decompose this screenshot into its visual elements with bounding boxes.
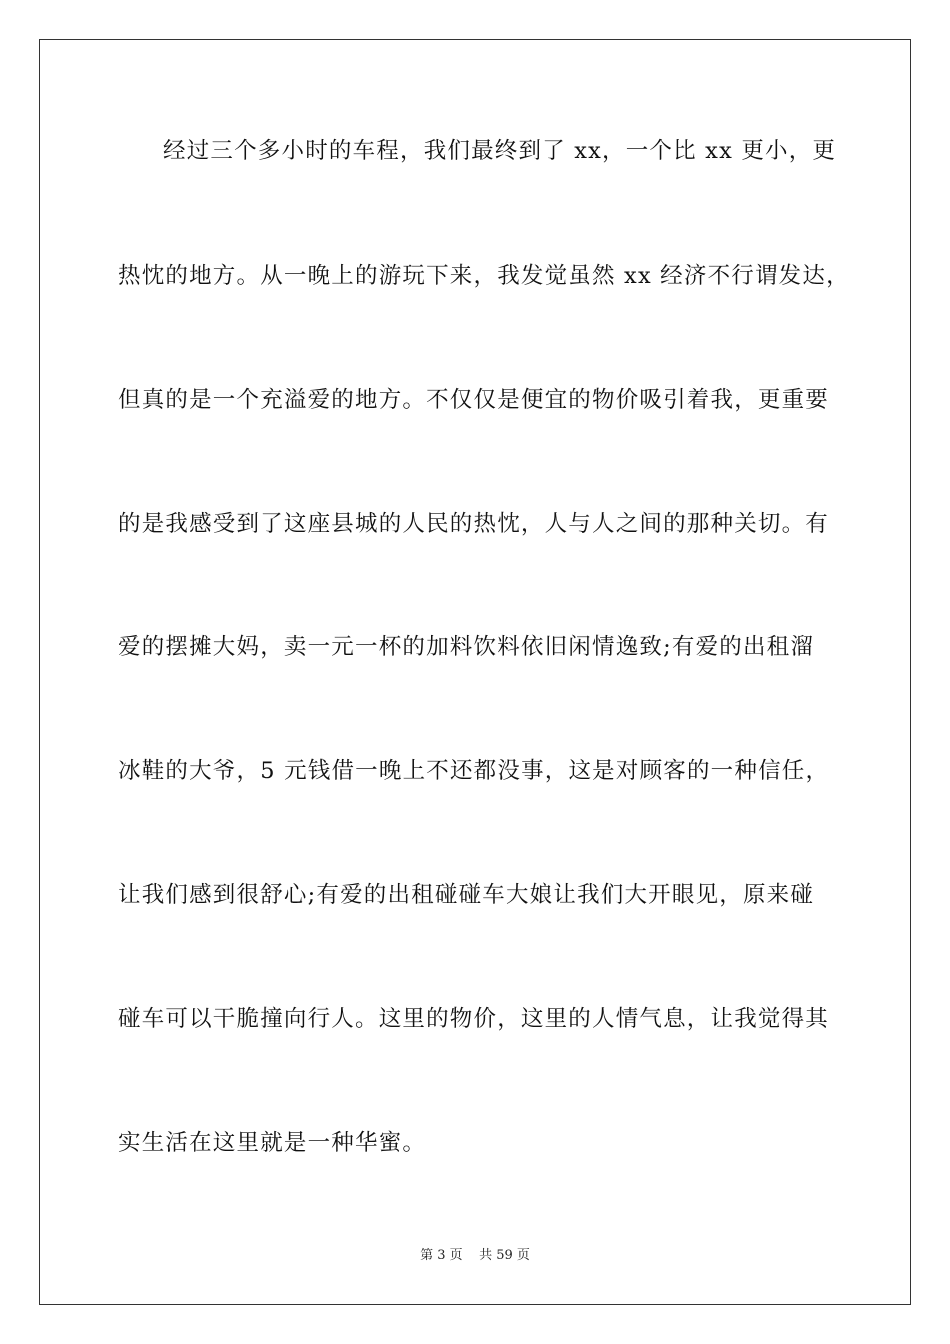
text-line-3: 但真的是一个充溢爱的地方。不仅仅是便宜的物价吸引着我，更重要 xyxy=(118,387,830,413)
page-border xyxy=(39,39,911,1305)
text-line-8: 碰车可以干脆撞向行人。这里的物价，这里的人情气息，让我觉得其 xyxy=(118,1006,830,1032)
text-line-2: 热忱的地方。从一晚上的游玩下来，我发觉虽然 xx 经济不行谓发达， xyxy=(118,263,850,289)
text-line-6: 冰鞋的大爷，5 元钱借一晚上不还都没事，这是对顾客的一种信任， xyxy=(118,758,830,784)
text-line-1: 经过三个多小时的车程，我们最终到了 xx，一个比 xx 更小，更 xyxy=(163,138,837,164)
text-line-9: 实生活在这里就是一种华蜜。 xyxy=(118,1130,427,1156)
text-line-4: 的是我感受到了这座县城的人民的热忱，人与人之间的那种关切。有 xyxy=(118,511,830,537)
text-line-7: 让我们感到很舒心;有爱的出租碰碰车大娘让我们大开眼见，原来碰 xyxy=(118,882,815,908)
page-number-footer: 第 3 页 共 59 页 xyxy=(420,1248,530,1263)
text-line-5: 爱的摆摊大妈，卖一元一杯的加料饮料依旧闲情逸致;有爱的出租溜 xyxy=(118,634,815,660)
